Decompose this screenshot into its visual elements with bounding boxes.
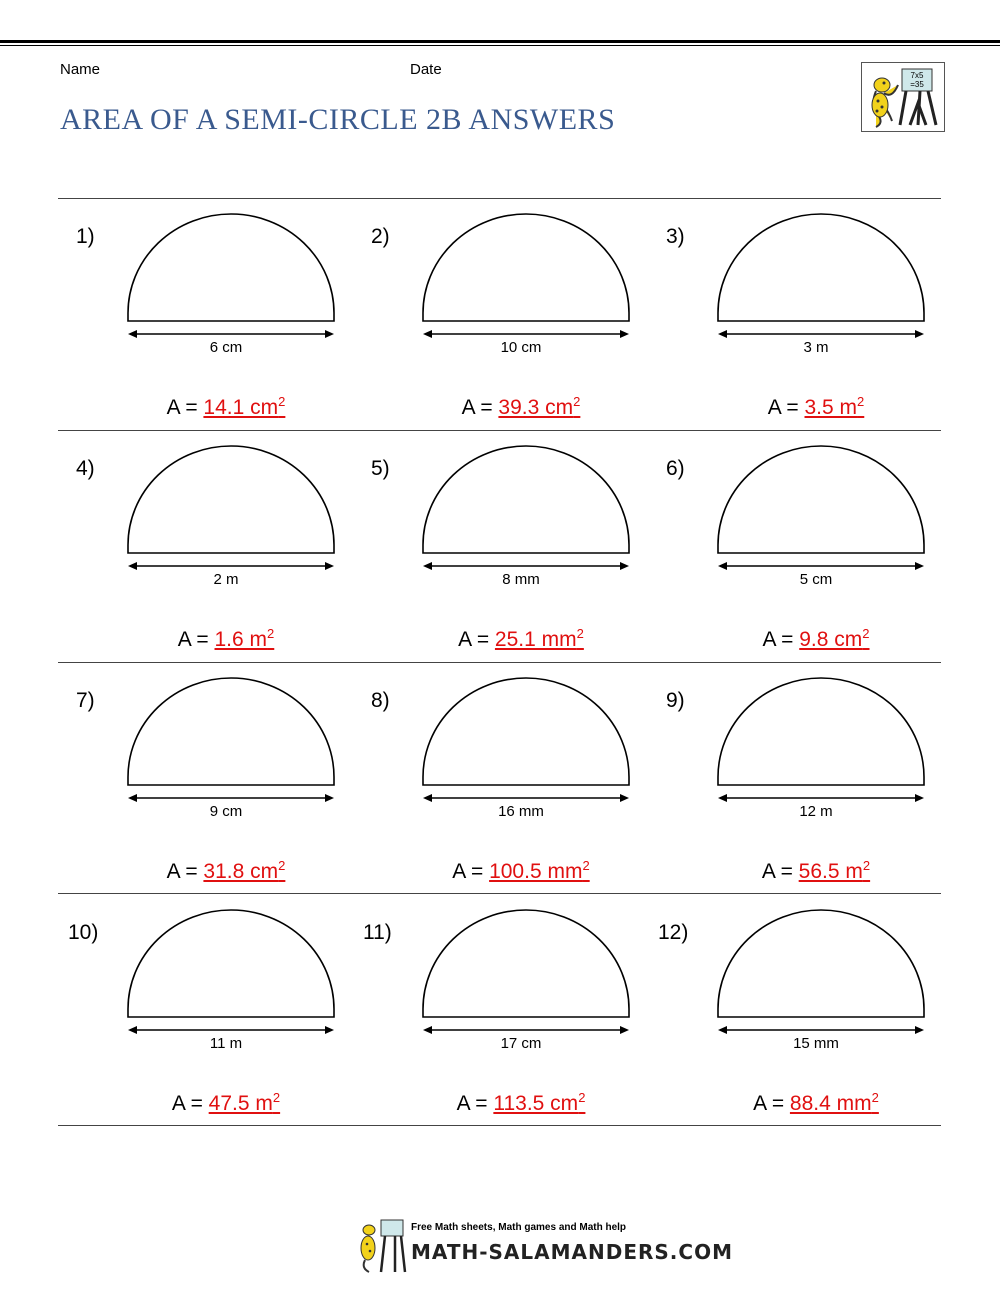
- answer-exponent: 2: [578, 1090, 586, 1105]
- answer-prefix: A =: [458, 628, 495, 651]
- footer-tagline: Free Math sheets, Math games and Math help: [411, 1222, 627, 1233]
- answer-exponent: 2: [862, 858, 871, 873]
- arrow-left-icon: [718, 794, 727, 802]
- answer-prefix: A =: [177, 628, 215, 651]
- salamander-logo: [861, 62, 945, 132]
- diameter-label: 3 m: [803, 339, 829, 356]
- answer-prefix: A =: [456, 1092, 494, 1115]
- semicircle-shape: [123, 447, 339, 577]
- answer-value: [209, 1092, 280, 1115]
- problem-number: 5): [371, 457, 390, 480]
- answer-value-text: 47.5 m: [208, 1092, 273, 1115]
- answer-value: [790, 1092, 879, 1115]
- answer-value-text: 100.5 mm: [489, 860, 583, 883]
- answer-prefix: A =: [461, 396, 499, 419]
- answer-value: [495, 628, 584, 651]
- arrow-left-icon: [718, 562, 727, 570]
- arrow-left-icon: [423, 562, 432, 570]
- answer-prefix: A =: [166, 860, 204, 883]
- salamander-icon: [862, 63, 944, 131]
- answer: [401, 626, 641, 652]
- diameter-label: 15 mm: [793, 1035, 839, 1052]
- divider-row-3: [58, 893, 941, 894]
- answer-value: [799, 628, 869, 651]
- divider-row-4: [58, 1125, 941, 1126]
- semicircle-shape: [713, 447, 929, 577]
- diameter-label: 11 m: [209, 1035, 243, 1052]
- logo-badge-line1: 7x5: [910, 71, 924, 80]
- problem-number: 1): [76, 225, 95, 248]
- semicircle-outline: [128, 678, 334, 785]
- problem-number: 12): [658, 921, 689, 944]
- answer-value: [493, 1092, 585, 1115]
- answer-value: [799, 860, 870, 883]
- top-border: [0, 40, 1000, 43]
- answer-value: [805, 396, 865, 419]
- diameter-label: 10 cm: [500, 339, 542, 356]
- divider-row-2: [58, 662, 941, 663]
- answer-prefix: A =: [761, 860, 799, 883]
- answer-value-text: 39.3 cm: [498, 396, 574, 419]
- arrow-left-icon: [128, 794, 137, 802]
- arrow-left-icon: [423, 330, 432, 338]
- footer-salamander-icon: [355, 1218, 407, 1274]
- semicircle-shape: [123, 911, 339, 1041]
- arrow-right-icon: [620, 1026, 629, 1034]
- semicircle-outline: [423, 678, 629, 785]
- semicircle-outline: [423, 446, 629, 553]
- arrow-right-icon: [915, 1026, 924, 1034]
- diameter-label: 8 mm: [502, 571, 540, 588]
- answer-prefix: A =: [171, 1092, 209, 1115]
- diameter-label: 6 cm: [209, 339, 243, 356]
- answer-value-text: 1.6 m: [214, 628, 268, 651]
- answer-exponent: 2: [576, 626, 584, 641]
- problem-number: 8): [371, 689, 390, 712]
- name-label: Name: [60, 61, 101, 78]
- semicircle-outline: [128, 446, 334, 553]
- semicircle-outline: [128, 214, 334, 321]
- diameter-label: 5 cm: [799, 571, 833, 588]
- answer-prefix: A =: [753, 1092, 790, 1115]
- answer: [696, 858, 936, 884]
- semicircle-outline: [423, 910, 629, 1017]
- arrow-right-icon: [325, 330, 334, 338]
- answer-value-text: 25.1 mm: [494, 628, 577, 651]
- semicircle-outline: [718, 678, 924, 785]
- problem-number: 3): [666, 225, 685, 248]
- answer: [106, 394, 346, 420]
- arrow-left-icon: [423, 1026, 432, 1034]
- answer-value: [203, 396, 285, 419]
- answer-exponent: 2: [278, 858, 286, 873]
- arrow-right-icon: [325, 562, 334, 570]
- problem-number: 6): [666, 457, 685, 480]
- semicircle-shape: [123, 215, 339, 345]
- answer-value: [215, 628, 275, 651]
- answer: [106, 626, 346, 652]
- arrow-left-icon: [423, 794, 432, 802]
- diameter-label: 9 cm: [209, 803, 243, 820]
- semicircle-shape: [713, 215, 929, 345]
- semicircle-outline: [128, 910, 334, 1017]
- semicircle-shape: [418, 911, 634, 1041]
- answer-exponent: 2: [862, 626, 870, 641]
- answer-value: [498, 396, 580, 419]
- answer-value: [203, 860, 285, 883]
- arrow-left-icon: [128, 562, 137, 570]
- date-label: Date: [410, 61, 442, 78]
- answer-value-text: 31.8 cm: [203, 860, 279, 883]
- answer-value-text: 14.1 cm: [203, 396, 279, 419]
- problem-number: 4): [76, 457, 95, 480]
- logo-badge-line2: =35: [910, 80, 924, 89]
- answer-exponent: 2: [582, 858, 590, 873]
- answer-value-text: 9.8 cm: [799, 628, 863, 651]
- semicircle-shape: [418, 447, 634, 577]
- answer-exponent: 2: [573, 394, 581, 409]
- arrow-left-icon: [718, 330, 727, 338]
- semicircle-outline: [718, 446, 924, 553]
- semicircle-outline: [718, 910, 924, 1017]
- answer: [696, 1090, 936, 1116]
- arrow-right-icon: [915, 330, 924, 338]
- answer-exponent: 2: [871, 1090, 879, 1105]
- top-border-thin: [0, 45, 1000, 46]
- problem-number: 11): [363, 921, 392, 944]
- problem-number: 9): [666, 689, 685, 712]
- answer-value-text: 113.5 cm: [493, 1092, 579, 1115]
- diameter-label: 17 cm: [500, 1035, 542, 1052]
- arrow-left-icon: [718, 1026, 727, 1034]
- arrow-left-icon: [128, 330, 137, 338]
- diameter-label: 12 m: [799, 803, 833, 820]
- semicircle-shape: [418, 215, 634, 345]
- answer-exponent: 2: [267, 626, 275, 641]
- answer-exponent: 2: [857, 394, 865, 409]
- semicircle-shape: [418, 679, 634, 809]
- answer-value-text: 56.5 m: [798, 860, 863, 883]
- footer-logo: [355, 1218, 733, 1274]
- arrow-right-icon: [620, 562, 629, 570]
- answer: [696, 394, 936, 420]
- diameter-label: 16 mm: [498, 803, 544, 820]
- footer-site: MATH-SALAMANDERS.COM: [411, 1240, 733, 1264]
- semicircle-outline: [423, 214, 629, 321]
- answer: [106, 1090, 346, 1116]
- answer: [401, 394, 641, 420]
- arrow-right-icon: [325, 794, 334, 802]
- semicircle-outline: [718, 214, 924, 321]
- arrow-right-icon: [915, 562, 924, 570]
- arrow-right-icon: [915, 794, 924, 802]
- semicircle-shape: [713, 679, 929, 809]
- divider-top: [58, 198, 941, 199]
- answer-prefix: A =: [166, 396, 204, 419]
- semicircle-shape: [123, 679, 339, 809]
- answer-value-text: 88.4 mm: [789, 1092, 872, 1115]
- arrow-left-icon: [128, 1026, 137, 1034]
- arrow-right-icon: [620, 330, 629, 338]
- arrow-right-icon: [325, 1026, 334, 1034]
- answer-value: [489, 860, 590, 883]
- semicircle-shape: [713, 911, 929, 1041]
- answer-prefix: A =: [762, 628, 800, 651]
- problem-number: 7): [76, 689, 95, 712]
- answer: [106, 858, 346, 884]
- worksheet-title: AREA OF A SEMI-CIRCLE 2B ANSWERS: [60, 103, 616, 136]
- answer-prefix: A =: [767, 396, 805, 419]
- answer-exponent: 2: [278, 394, 286, 409]
- problem-number: 10): [68, 921, 99, 944]
- answer-prefix: A =: [452, 860, 490, 883]
- answer-exponent: 2: [272, 1090, 281, 1105]
- divider-row-1: [58, 430, 941, 431]
- arrow-right-icon: [620, 794, 629, 802]
- problem-number: 2): [371, 225, 390, 248]
- answer: [696, 626, 936, 652]
- answer: [401, 858, 641, 884]
- answer: [401, 1090, 641, 1116]
- answer-value-text: 3.5 m: [804, 396, 858, 419]
- diameter-label: 2 m: [213, 571, 239, 588]
